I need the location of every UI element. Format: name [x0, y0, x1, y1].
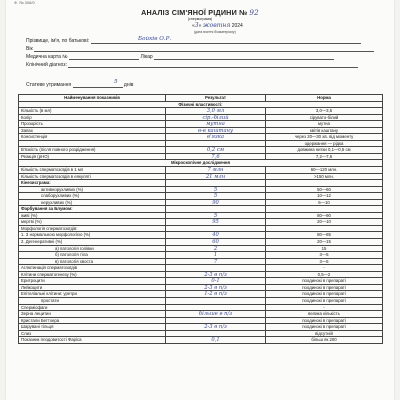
- norm-value: 20—10: [266, 219, 383, 226]
- parameter-name: Фарбування за Блумом:: [19, 206, 166, 213]
- norm-value: квітів каштану: [266, 128, 383, 135]
- page-subtitle: (спермограма): [187, 17, 213, 21]
- card-label: Медична карта №: [26, 54, 68, 60]
- name-label: Прізвище, ім'я, по батькові:: [26, 38, 90, 44]
- norm-value: >150 млн.: [266, 174, 383, 181]
- parameter-name: Кількість сперматозоїдів в еякуляті: [19, 174, 166, 181]
- date-month: жовтня: [202, 22, 231, 29]
- section-heading: Мікроскопічне дослідження: [19, 160, 383, 167]
- result-value: 7,6: [166, 154, 266, 161]
- result-value: 5: [166, 213, 266, 220]
- section-heading: Фізичні властивості:: [19, 102, 383, 109]
- result-value: в-в каштану: [166, 128, 266, 135]
- norm-value: сірувато-білий: [266, 115, 383, 122]
- norm-value: одержання — рідка: [266, 141, 383, 148]
- norm-value: 20—15: [266, 239, 383, 246]
- result-value: 21 млн: [166, 174, 266, 181]
- date-year: 2024: [231, 23, 243, 29]
- norm-value: поодинокі в препараті: [266, 318, 383, 325]
- norm-value: мутна: [266, 121, 383, 128]
- result-value: 2-3 в п/з: [166, 324, 266, 331]
- parameter-name: Реакція (pHO): [19, 154, 166, 161]
- parameter-name: Сперміофаги: [19, 305, 166, 312]
- norm-value: 0,5—2: [266, 272, 383, 279]
- result-value: 95: [166, 219, 266, 226]
- norm-value: 6—10: [266, 200, 383, 207]
- diagnosis-field: [26, 62, 358, 68]
- norm-value: поодинокі в препараті: [266, 298, 383, 305]
- header-norm: Норма: [266, 95, 383, 102]
- norm-value: поодинокі в препараті: [266, 291, 383, 298]
- parameter-name: Лейкоцити: [19, 285, 166, 292]
- parameter-name: Кінезисграма:: [19, 180, 166, 187]
- abstinence-label: Статеве утримання: [26, 82, 72, 88]
- card-field: [26, 54, 334, 60]
- parameter-name: простати: [19, 298, 166, 305]
- norm-value: 50—60: [266, 187, 383, 194]
- parameter-name: активнорухливих (%): [19, 187, 166, 194]
- table-row: [19, 337, 383, 344]
- doctor-label: Лікар: [140, 54, 153, 60]
- age-field: [26, 46, 374, 52]
- header-result: Результат: [166, 95, 266, 102]
- norm-value: 3—5: [266, 252, 383, 259]
- result-value: 7 млн: [166, 167, 266, 174]
- norm-value: поодинокі в препараті: [266, 285, 383, 292]
- title-text: АНАЛІЗ СІМ'ЯНОЇ РІДИНИ №: [141, 8, 248, 17]
- result-value: 5: [166, 193, 266, 200]
- norm-value: через 20—30 хв. від моменту: [266, 134, 383, 141]
- form-code: Ф. № 308/0: [14, 0, 35, 5]
- result-value: 5: [166, 187, 266, 194]
- parameter-name: Прозорість: [19, 121, 166, 128]
- norm-value: 15: [266, 246, 383, 253]
- parameter-name: б) патологія тіла: [19, 252, 166, 259]
- parameter-name: Показник плодовитості Фаріса: [19, 337, 166, 344]
- parameter-name: живі (%): [19, 213, 166, 220]
- date-day: 3: [194, 22, 199, 29]
- norm-value: поодинокі в препараті: [266, 278, 383, 285]
- parameter-name: Клітини сперматогенезу (%): [19, 272, 166, 279]
- result-value: 40: [166, 232, 266, 239]
- norm-value: 3,0—3,5: [266, 108, 383, 115]
- norm-value: 80—90: [266, 213, 383, 220]
- parameter-name: Морфологія сперматозоїдів:: [19, 226, 166, 233]
- result-value: 2-3 в п/з: [166, 272, 266, 279]
- result-value: 0,2 см: [166, 147, 266, 154]
- result-value: сір.-білий: [166, 115, 266, 122]
- result-value: 1-2 в п/з: [166, 291, 266, 298]
- age-label: Вік: [26, 46, 33, 52]
- date-caption: (дата взяття біоматеріалу): [194, 30, 236, 34]
- analysis-number: 92: [249, 8, 259, 17]
- parameter-name: Слиз: [19, 331, 166, 338]
- parameter-name: Аглютинація сперматозоїдів: [19, 265, 166, 272]
- norm-value: велика кількість: [266, 311, 383, 318]
- parameter-name: мертві (%): [19, 219, 166, 226]
- result-value: 2: [166, 246, 266, 253]
- parameter-name: Шарувані тільця: [19, 324, 166, 331]
- result-value: 90: [166, 200, 266, 207]
- result-value: 60: [166, 239, 266, 246]
- name-field: [26, 38, 361, 44]
- diagnosis-label: Клінічний діагноз:: [26, 62, 67, 68]
- parameter-name: Кристали Беттхера: [19, 318, 166, 325]
- abstinence-unit: днів: [123, 82, 134, 88]
- header-parameter: Найменування показників: [19, 95, 166, 102]
- parameter-name: а) патологія голівки: [19, 246, 166, 253]
- norm-value: поодинокі в препараті: [266, 324, 383, 331]
- norm-value: -: [266, 305, 383, 312]
- norm-value: 3—5: [266, 259, 383, 266]
- abstinence-field: [26, 79, 134, 88]
- parameter-name: Колір: [19, 115, 166, 122]
- parameter-name: Епітеліальні клітини: уретри: [19, 291, 166, 298]
- result-value: 2-3 в п/з: [166, 285, 266, 292]
- result-value: в'язка: [166, 134, 266, 141]
- parameter-name: Кількість сперматозоїдів в 1 мл: [19, 167, 166, 174]
- norm-value: 10—12: [266, 193, 383, 200]
- abstinence-value: 5: [114, 79, 118, 85]
- parameter-name: В'язкість (після повного розрідження): [19, 147, 166, 154]
- parameter-name: слаборухливих (%): [19, 193, 166, 200]
- parameter-name: Запах: [19, 128, 166, 135]
- result-value: більше в п/з: [166, 311, 266, 318]
- norm-value: більш як 200: [266, 337, 383, 344]
- parameter-name: Кількість (в мл): [19, 108, 166, 115]
- norm-value: 60—120 млн.: [266, 167, 383, 174]
- parameter-name: 1. З нормальною морфологією (%): [19, 232, 166, 239]
- result-value: 1: [166, 252, 266, 259]
- norm-value: відсутній: [266, 331, 383, 338]
- result-value: 3,0 мл: [166, 108, 266, 115]
- parameter-name: Зерна лецитин: [19, 311, 166, 318]
- parameter-name: 2. Дегенеративні (%): [19, 239, 166, 246]
- results-table: [18, 94, 383, 344]
- parameter-name: нерухливих (%): [19, 200, 166, 207]
- result-value: 0,1: [166, 337, 266, 344]
- norm-value: -: [266, 265, 383, 272]
- page-title: [6, 8, 394, 17]
- norm-value: 80—85: [266, 232, 383, 239]
- norm-value: 7,2—7,6: [266, 154, 383, 161]
- parameter-name: Еритроцити: [19, 278, 166, 285]
- analysis-sheet: [6, 0, 394, 400]
- norm-value: довжина нитки 0,1—0,5 см: [266, 147, 383, 154]
- parameter-name: в) патологія хвоста: [19, 259, 166, 266]
- result-value: 0-1: [166, 278, 266, 285]
- date-line: «3» жовтня 2024: [192, 22, 243, 29]
- name-value: Бойків О.Р.: [138, 36, 172, 42]
- result-value: мутна: [166, 121, 266, 128]
- parameter-name: Консистенція: [19, 134, 166, 141]
- result-value: 7: [166, 259, 266, 266]
